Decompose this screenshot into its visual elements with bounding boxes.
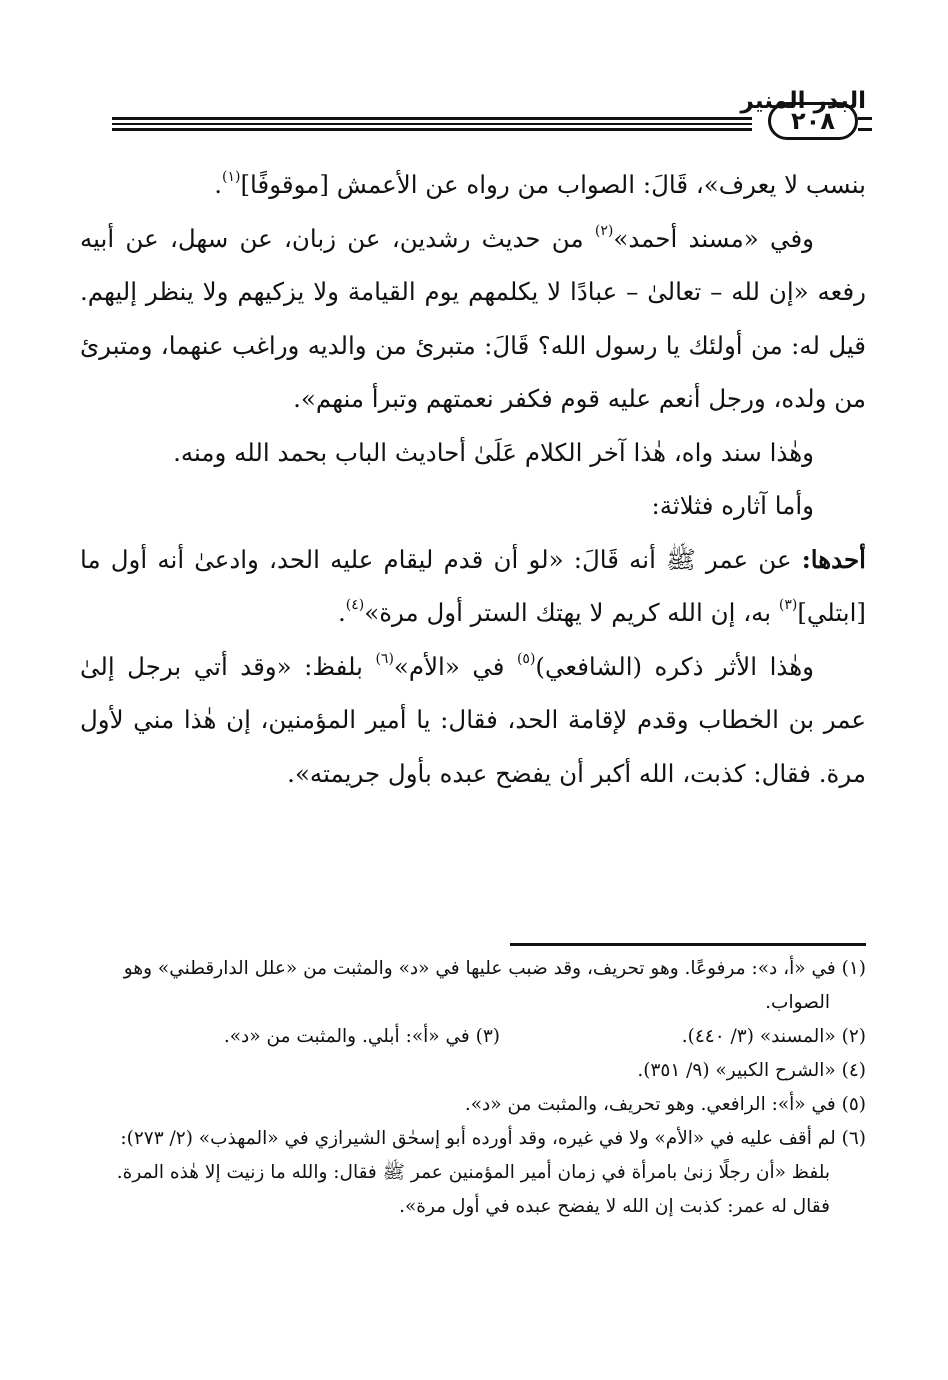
footnote: (٣) في «أ»: أبلي. والمثبت من «د». <box>223 1026 500 1047</box>
text-run: . <box>214 170 223 199</box>
text-run: بلفظ: «وقد أتي برجل إلىٰ عمر بن الخطاب وقدم لإقامة الحد، فقال: يا أمير المؤمنين، إن هٰذا مني لأول مرة. فقال: كذبت، الله أكبر أن يفضح عبده بأول جريمته». <box>80 651 866 788</box>
header-rule <box>112 117 752 120</box>
text-run: وفي «مسند أحمد» <box>613 223 814 253</box>
text-run: وهٰذا سند واه، هٰذا آخر الكلام عَلَىٰ أحاديث الباب بحمد الله ومنه. <box>173 437 814 467</box>
footnotes <box>80 952 866 1224</box>
paragraph <box>80 212 866 426</box>
lead-word: أحدها: <box>801 544 866 574</box>
header-rule <box>112 128 752 131</box>
book-title: البدر المنير <box>740 88 866 114</box>
text-run: به، إن الله كريم لا يهتك الستر أول مرة» <box>364 598 779 627</box>
text-run: وأما آثاره فثلاثة: <box>651 491 814 520</box>
text-run: . <box>337 598 346 627</box>
paragraph <box>80 426 866 480</box>
footnote: (٥) في «أ»: الرافعي. وهو تحريف، والمثبت من «د». <box>464 1094 866 1115</box>
page-number: ٢٠٨ <box>768 102 858 140</box>
text-run: عن عمر ﷺ أنه قَالَ: «لو أن قدم ليقام عليه الحد، وادعىٰ أنه أول ما [ابتلي] <box>80 544 866 627</box>
footnote-ref: (١) <box>222 169 241 185</box>
header-rule-tail <box>858 117 872 120</box>
footnote: (٤) «الشرح الكبير» (٩/ ٣٥١). <box>637 1060 866 1081</box>
footnote: (٦) لم أقف عليه في «الأم» ولا في غيره، وقد أورده أبو إسحٰق الشيرازي في «المهذب» (٢/ ٢٧٣): بلفظ «أن رجلًا زنىٰ بامرأة في زمان أمير المؤمنين عمر ﷺ فقال: والله ما زنيت إلا هٰذه المرة. فقال له عمر: كذبت إن الله لا يفضح عبده في أول مرة». <box>116 1128 866 1217</box>
footnote: (٢) «المسند» (٣/ ٤٤٠). <box>681 1026 866 1047</box>
text-run: وهٰذا الأثر ذكره (الشافعي) <box>535 651 814 681</box>
text-run: بنسب لا يعرف»، قَالَ: الصواب من رواه عن الأعمش [موقوفًا] <box>240 170 866 199</box>
footnote-ref: (٣) <box>778 597 798 613</box>
footnote: (١) في «أ، د»: مرفوعًا. وهو تحريف، وقد ضبب عليها في «د» والمثبت من «علل الدارقطني» وهو الصواب. <box>123 958 866 1013</box>
text-run: من حديث رشدين، عن زبان، عن سهل، عن أبيه رفعه «إن لله – تعالىٰ – عبادًا لا يكلمهم يوم القيامة ولا يزكيهم ولا ينظر إليهم. قيل له: من أولئك يا رسول الله؟ قَالَ: متبرئ من والديه وراغب عنهما، ومتبرئ من ولده، ورجل أنعم عليه قوم فكفر نعمتهم وتبرأ منهم». <box>80 223 866 413</box>
header-rule <box>112 123 752 125</box>
footnote-separator <box>510 943 866 946</box>
footnote-row <box>80 1020 866 1054</box>
footnote-ref: (٢) <box>594 222 614 239</box>
footnote-ref: (٦) <box>375 650 394 667</box>
footnote-ref: (٥) <box>516 650 536 667</box>
text-run: في «الأم» <box>393 651 517 681</box>
paragraph <box>80 479 866 533</box>
header-rule-tail <box>858 128 872 131</box>
running-header <box>112 86 866 146</box>
footnote-ref: (٤) <box>345 597 365 613</box>
paragraph <box>80 158 866 212</box>
paragraph <box>80 640 866 801</box>
main-text <box>80 158 866 800</box>
paragraph <box>80 533 866 640</box>
